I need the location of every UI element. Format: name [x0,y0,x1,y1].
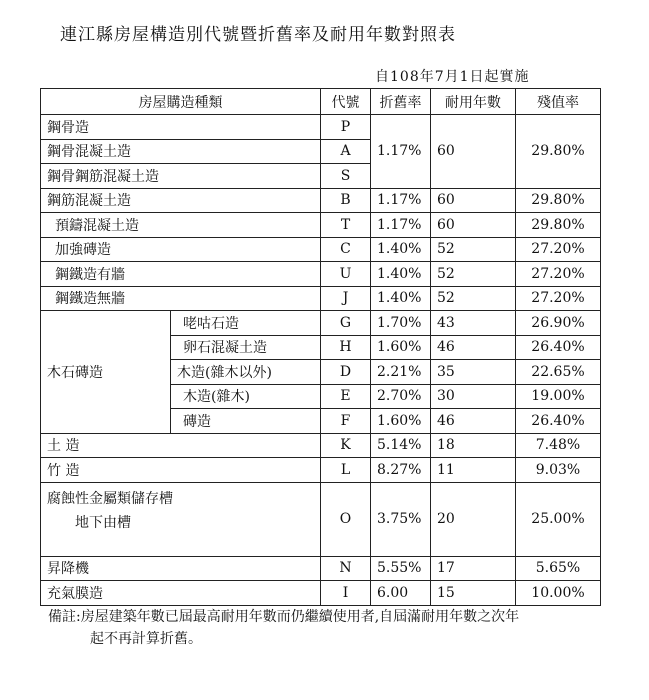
type-cell [41,482,321,556]
type-line-2: 地下由槽 [75,514,131,531]
residual-cell: 29.80% [516,213,601,238]
type-cell: 鋼鐵造無牆 [41,286,321,311]
residual-cell: 19.00% [516,384,601,409]
depreciation-cell: 5.14% [371,433,431,458]
life-cell: 20 [431,482,516,556]
code-cell: S [321,164,371,189]
table-row [41,213,601,238]
depreciation-cell: 2.70% [371,384,431,409]
type-line-1: 腐蝕性金屬類儲存槽 [47,490,173,507]
subtype-cell: 木造(雜木) [171,384,321,409]
header-type: 房屋購造種類 [41,89,321,115]
code-cell: F [321,409,371,434]
residual-cell: 26.40% [516,409,601,434]
type-cell: 預鑄混凝土造 [41,213,321,238]
type-cell: 竹 造 [41,458,321,483]
residual-cell: 27.20% [516,286,601,311]
depreciation-cell: 1.40% [371,262,431,287]
depreciation-cell: 1.17% [371,115,431,189]
life-cell: 46 [431,409,516,434]
group-label-wood-stone: 木石磚造 [41,311,171,434]
depreciation-cell: 3.75% [371,482,431,556]
type-cell: 鋼鐵造有牆 [41,262,321,287]
residual-cell: 29.80% [516,188,601,213]
code-cell: L [321,458,371,483]
code-cell: B [321,188,371,213]
subtype-cell: 磚造 [171,409,321,434]
code-cell: C [321,237,371,262]
type-cell: 土 造 [41,433,321,458]
life-cell: 35 [431,360,516,385]
life-cell: 15 [431,581,516,606]
depreciation-cell: 1.40% [371,286,431,311]
table-row [41,115,601,140]
footnote [48,606,608,650]
header-depreciation: 折舊率 [371,89,431,115]
residual-cell: 27.20% [516,237,601,262]
life-cell: 52 [431,237,516,262]
header-row [41,89,601,115]
life-cell: 30 [431,384,516,409]
type-cell: 充氣膜造 [41,581,321,606]
depreciation-cell: 6.00 [371,581,431,606]
type-cell: 鋼骨造 [41,115,321,140]
code-cell: T [321,213,371,238]
header-code: 代號 [321,89,371,115]
code-cell: D [321,360,371,385]
table-row [41,286,601,311]
depreciation-cell: 1.40% [371,237,431,262]
depreciation-cell: 1.17% [371,213,431,238]
code-cell: N [321,556,371,581]
type-cell: 加強磚造 [41,237,321,262]
depreciation-cell: 8.27% [371,458,431,483]
footnote-line-2: 起不再計算折舊。 [90,631,202,647]
header-life: 耐用年數 [431,89,516,115]
type-cell: 鋼骨混凝土造 [41,139,321,164]
depreciation-table [40,88,601,606]
code-cell: P [321,115,371,140]
code-cell: G [321,311,371,336]
life-cell: 60 [431,188,516,213]
code-cell: O [321,482,371,556]
life-cell: 60 [431,115,516,189]
residual-cell: 5.65% [516,556,601,581]
table-row [41,581,601,606]
type-cell: 鋼筋混凝土造 [41,188,321,213]
residual-cell: 7.48% [516,433,601,458]
life-cell: 17 [431,556,516,581]
code-cell: K [321,433,371,458]
table-row [41,311,601,336]
residual-cell: 29.80% [516,115,601,189]
residual-cell: 27.20% [516,262,601,287]
life-cell: 52 [431,262,516,287]
footnote-line-1: 備註:房屋建築年數已屆最高耐用年數而仍繼續使用者,自屆滿耐用年數之次年 [48,609,520,625]
table-row [41,556,601,581]
depreciation-cell: 5.55% [371,556,431,581]
life-cell: 18 [431,433,516,458]
table-row [41,433,601,458]
life-cell: 60 [431,213,516,238]
table-row [41,188,601,213]
life-cell: 52 [431,286,516,311]
code-cell: U [321,262,371,287]
effective-date: 自108年7月1日起實施 [375,69,530,85]
header-residual: 殘值率 [516,89,601,115]
type-cell: 昇降機 [41,556,321,581]
code-cell: E [321,384,371,409]
type-cell: 鋼骨鋼筋混凝土造 [41,164,321,189]
depreciation-cell: 1.60% [371,335,431,360]
depreciation-cell: 1.60% [371,409,431,434]
residual-cell: 26.40% [516,335,601,360]
page-title: 連江縣房屋構造別代號暨折舊率及耐用年數對照表 [60,25,456,45]
table-row [41,482,601,556]
code-cell: H [321,335,371,360]
depreciation-cell: 1.70% [371,311,431,336]
residual-cell: 26.90% [516,311,601,336]
life-cell: 43 [431,311,516,336]
life-cell: 11 [431,458,516,483]
depreciation-cell: 2.21% [371,360,431,385]
subtype-cell: 木造(雜木以外) [171,360,321,385]
residual-cell: 9.03% [516,458,601,483]
code-cell: I [321,581,371,606]
table-row [41,458,601,483]
subtype-cell: 咾咕石造 [171,311,321,336]
residual-cell: 10.00% [516,581,601,606]
subtype-cell: 卵石混凝土造 [171,335,321,360]
life-cell: 46 [431,335,516,360]
residual-cell: 25.00% [516,482,601,556]
table-row [41,237,601,262]
code-cell: J [321,286,371,311]
code-cell: A [321,139,371,164]
table-row [41,262,601,287]
residual-cell: 22.65% [516,360,601,385]
depreciation-cell: 1.17% [371,188,431,213]
